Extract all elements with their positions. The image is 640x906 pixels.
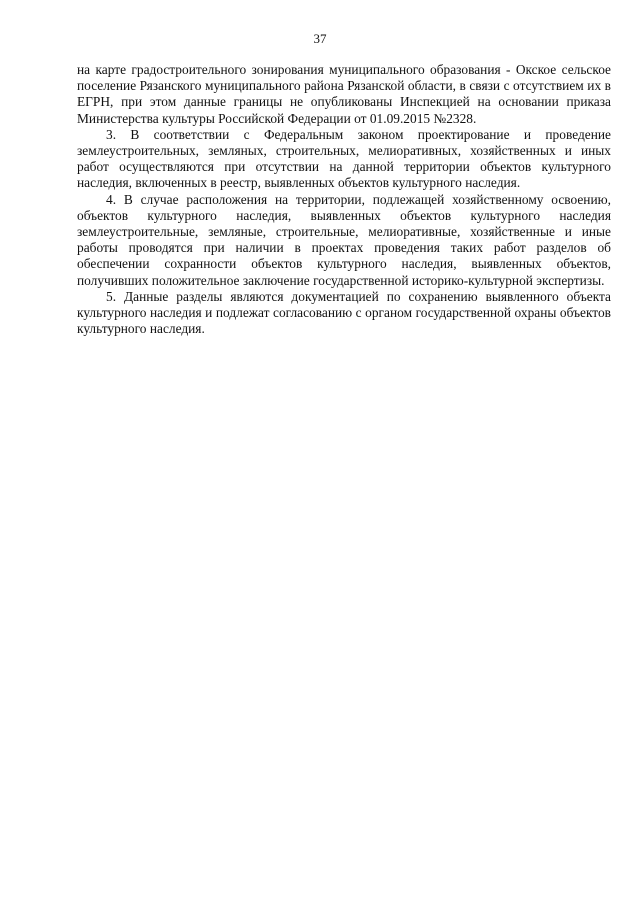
paragraph-item-3: 3. В соответствии с Федеральным законом проектирование и проведение землеустроительных, земляных, строительных, мелиоративных, хозяйственных и иных работ осуществляются при отсутствии на данной территории объектов культурного наследия, включенных в реестр, выявленных объектов культурного наследия. xyxy=(77,126,611,191)
paragraph-item-5: 5. Данные разделы являются документацией по сохранению выявленного объекта культурного наследия и подлежат согласованию с органом государственной охраны объектов культурного наследия. xyxy=(77,288,611,337)
paragraph-item-4: 4. В случае расположения на территории, подлежащей хозяйственному освоению, объектов культурного наследия, выявленных объектов культурного наследия землеустроительные, земляные, строительные, мелиоративные, хозяйственные и иные работы проводятся при наличии в проектах проведения таких работ разделов об обеспечении сохранности объектов культурного наследия, выявленных объектов, получивших положительное заключение государственной историко-культурной экспертизы. xyxy=(77,191,611,288)
paragraph-continuation: на карте градостроительного зонирования муниципального образования - Окское сельское поселение Рязанского муниципального района Рязанской области, в связи с отсутствием их в ЕГРН, при этом данные границы не опубликованы Инспекцией на основании приказа Министерства культуры Российской Федерации от 01.09.2015 №2328. xyxy=(77,62,611,126)
document-body xyxy=(77,62,611,337)
page-number: 37 xyxy=(313,31,327,46)
